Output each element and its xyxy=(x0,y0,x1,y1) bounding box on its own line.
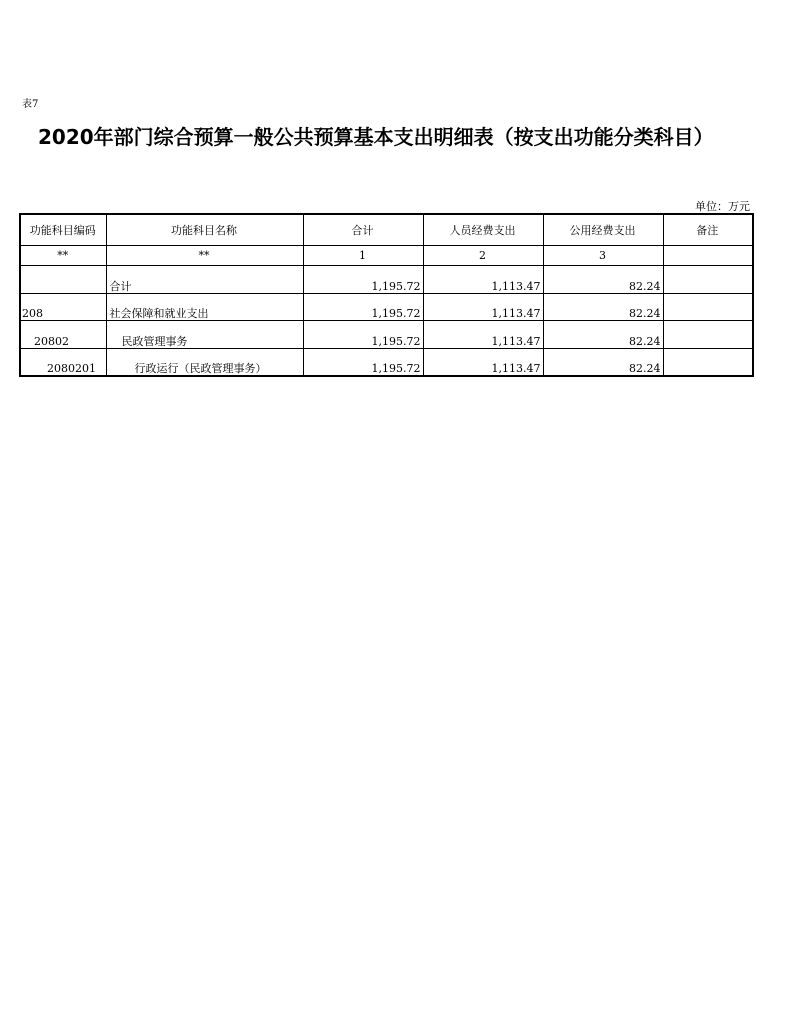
personnel-cell: 1,113.47 xyxy=(423,349,543,377)
index-code: ** xyxy=(20,246,106,266)
header-name: 功能科目名称 xyxy=(106,214,303,246)
table-row xyxy=(20,266,753,294)
budget-table xyxy=(19,213,754,377)
index-row xyxy=(20,246,753,266)
page-title: 2020年部门综合预算一般公共预算基本支出明细表（按支出功能分类科目） xyxy=(38,125,714,149)
code-cell: 20802 xyxy=(20,321,106,349)
remark-cell xyxy=(663,294,753,321)
table-number-label: 表7 xyxy=(22,99,39,110)
index-total: 1 xyxy=(303,246,423,266)
code-cell: 208 xyxy=(20,294,106,321)
total-cell: 1,195.72 xyxy=(303,266,423,294)
public-cell: 82.24 xyxy=(543,294,663,321)
header-remark: 备注 xyxy=(663,214,753,246)
header-row xyxy=(20,214,753,246)
personnel-cell: 1,113.47 xyxy=(423,321,543,349)
index-personnel: 2 xyxy=(423,246,543,266)
total-cell: 1,195.72 xyxy=(303,321,423,349)
index-name: ** xyxy=(106,246,303,266)
code-cell: 2080201 xyxy=(20,349,106,377)
table-row xyxy=(20,321,753,349)
table-row xyxy=(20,349,753,377)
public-cell: 82.24 xyxy=(543,266,663,294)
public-cell: 82.24 xyxy=(543,321,663,349)
unit-label: 单位：万元 xyxy=(695,200,750,213)
name-cell: 民政管理事务 xyxy=(106,321,303,349)
name-cell: 合计 xyxy=(106,266,303,294)
name-cell: 行政运行（民政管理事务） xyxy=(106,349,303,377)
index-remark xyxy=(663,246,753,266)
public-cell: 82.24 xyxy=(543,349,663,377)
remark-cell xyxy=(663,321,753,349)
remark-cell xyxy=(663,349,753,377)
header-total: 合计 xyxy=(303,214,423,246)
header-personnel: 人员经费支出 xyxy=(423,214,543,246)
index-public: 3 xyxy=(543,246,663,266)
personnel-cell: 1,113.47 xyxy=(423,266,543,294)
code-cell xyxy=(20,266,106,294)
table-row xyxy=(20,294,753,321)
header-code: 功能科目编码 xyxy=(20,214,106,246)
remark-cell xyxy=(663,266,753,294)
header-public: 公用经费支出 xyxy=(543,214,663,246)
total-cell: 1,195.72 xyxy=(303,294,423,321)
name-cell: 社会保障和就业支出 xyxy=(106,294,303,321)
personnel-cell: 1,113.47 xyxy=(423,294,543,321)
total-cell: 1,195.72 xyxy=(303,349,423,377)
